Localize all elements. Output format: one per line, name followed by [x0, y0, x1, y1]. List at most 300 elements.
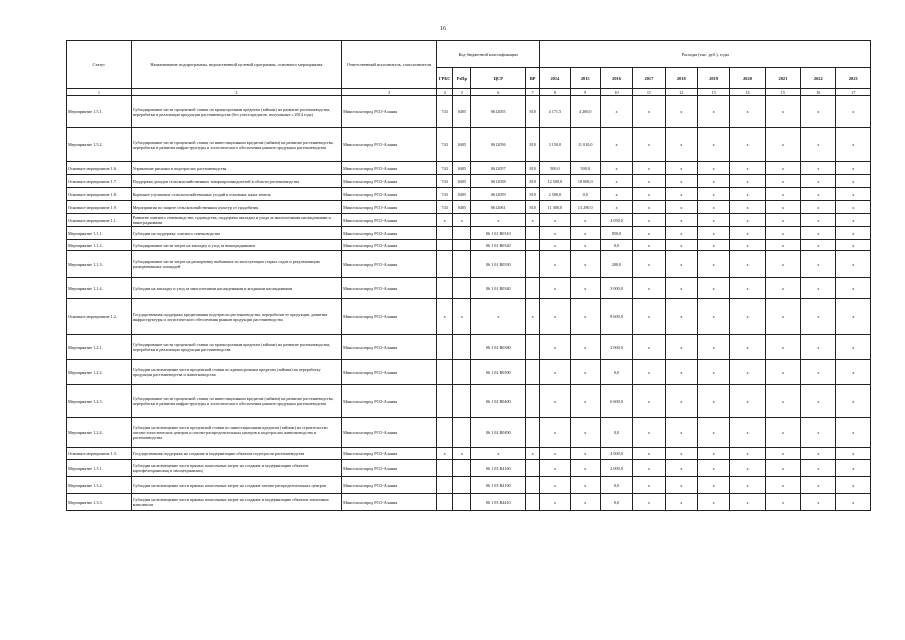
row-expense-cell: х — [697, 335, 729, 360]
row-executor-cell: Минсельхозпрод РСО-Алания — [342, 385, 437, 418]
column-index-cell: 3 — [342, 89, 437, 96]
row-grbs-cell: 743 — [437, 162, 453, 175]
row-vr-cell: 810 — [526, 188, 540, 201]
row-expense-cell: х — [836, 335, 871, 360]
row-vr-cell — [526, 278, 540, 299]
row-grbs-cell — [437, 385, 453, 418]
row-grbs-cell — [437, 418, 453, 448]
row-expense-cell: х — [836, 385, 871, 418]
table-row — [67, 96, 871, 128]
row-expense-cell: х — [600, 201, 632, 214]
row-expense-cell: х — [801, 360, 836, 385]
row-rzpr-cell: х — [453, 299, 471, 335]
row-expense-cell: х — [765, 494, 800, 511]
row-expense-cell: х — [540, 494, 570, 511]
row-expense-cell: х — [665, 335, 697, 360]
column-index-row — [67, 89, 871, 96]
row-executor-cell: Минсельхозпрод РСО-Алания — [342, 201, 437, 214]
row-expense-cell: х — [730, 448, 765, 460]
column-index-cell: 13 — [697, 89, 729, 96]
row-name-cell: Субсидии на возмещение части процентной ставки по краткосрочным кредитам (займам) на переработку продукции растениеводства и животноводства — [131, 360, 341, 385]
row-expense-cell: х — [665, 251, 697, 278]
row-expense-cell: х — [765, 227, 800, 240]
row-expense-cell: 10 000,0 — [570, 175, 600, 188]
row-expense-cell: х — [665, 128, 697, 162]
column-index-cell: 17 — [836, 89, 871, 96]
row-rzpr-cell — [453, 494, 471, 511]
row-expense-cell: х — [665, 240, 697, 251]
row-expense-cell: х — [730, 251, 765, 278]
row-csr-cell: х — [471, 448, 526, 460]
table-row — [67, 162, 871, 175]
row-vr-cell: 810 — [526, 201, 540, 214]
row-expense-cell: х — [570, 335, 600, 360]
column-index-cell: 15 — [765, 89, 800, 96]
row-executor-cell: Минсельхозпрод РСО-Алания — [342, 251, 437, 278]
row-expense-cell: х — [730, 360, 765, 385]
row-expense-cell: 0,0 — [600, 360, 632, 385]
row-expense-cell: х — [801, 162, 836, 175]
row-name-cell: Субсидии на поддержку элитного семеноводства — [131, 227, 341, 240]
row-status-cell: Основное мероприятие 1.1. — [67, 214, 132, 227]
col-year-header: 2016 — [600, 68, 632, 89]
row-expense-cell: х — [633, 240, 665, 251]
row-expense-cell: х — [836, 96, 871, 128]
row-rzpr-cell: 0405 — [453, 188, 471, 201]
row-rzpr-cell: 0405 — [453, 96, 471, 128]
row-executor-cell: Минсельхозпрод РСО-Алания — [342, 162, 437, 175]
row-expense-cell: х — [730, 128, 765, 162]
row-grbs-cell: 743 — [437, 201, 453, 214]
row-csr-cell: 0612059 — [471, 188, 526, 201]
row-status-cell: Мероприятие 1.5.1. — [67, 96, 132, 128]
row-expense-cell: х — [730, 240, 765, 251]
row-expense-cell: х — [633, 175, 665, 188]
row-expense-cell: х — [665, 418, 697, 448]
row-executor-cell: Минсельхозпрод РСО-Алания — [342, 188, 437, 201]
row-expense-cell: х — [801, 477, 836, 494]
table-row — [67, 460, 871, 477]
row-name-cell: Субсидирование части процентной ставки по инвестиционным кредитам (займам) на развитие растениеводства, переработки и развития инфраструктуры и логистического обеспечения рынков продукции растениеводства — [131, 128, 341, 162]
row-expense-cell: х — [697, 278, 729, 299]
row-expense-cell: х — [540, 227, 570, 240]
row-expense-cell: х — [665, 448, 697, 460]
table-row — [67, 385, 871, 418]
column-index-cell: 12 — [665, 89, 697, 96]
row-rzpr-cell — [453, 460, 471, 477]
row-expense-cell: х — [665, 460, 697, 477]
column-index-cell: 14 — [730, 89, 765, 96]
row-expense-cell: х — [697, 188, 729, 201]
column-index-cell: 8 — [540, 89, 570, 96]
row-expense-cell: х — [665, 201, 697, 214]
row-csr-cell: 0612061 — [471, 201, 526, 214]
table-row — [67, 227, 871, 240]
row-expense-cell: х — [730, 460, 765, 477]
row-expense-cell: 0,0 — [600, 240, 632, 251]
row-grbs-cell: х — [437, 299, 453, 335]
row-executor-cell: Минсельхозпрод РСО-Алания — [342, 214, 437, 227]
row-status-cell: Мероприятие 1.2.4. — [67, 418, 132, 448]
row-grbs-cell — [437, 360, 453, 385]
table-row — [67, 299, 871, 335]
col-expenses-header: Расходы (тыс. руб.), годы — [540, 41, 871, 68]
row-expense-cell: х — [570, 477, 600, 494]
row-expense-cell: х — [801, 299, 836, 335]
row-expense-cell: х — [665, 188, 697, 201]
row-expense-cell: х — [570, 227, 600, 240]
row-expense-cell: х — [765, 385, 800, 418]
col-year-header: 2015 — [570, 68, 600, 89]
row-grbs-cell: 743 — [437, 128, 453, 162]
row-executor-cell: Минсельхозпрод РСО-Алания — [342, 175, 437, 188]
row-name-cell: Субсидии на возмещение части прямых понесенных затрат на создание оптово-распределительных центров — [131, 477, 341, 494]
row-expense-cell: х — [836, 175, 871, 188]
row-executor-cell: Минсельхозпрод РСО-Алания — [342, 460, 437, 477]
row-grbs-cell — [437, 240, 453, 251]
column-index-cell: 2 — [131, 89, 341, 96]
row-grbs-cell: 743 — [437, 96, 453, 128]
row-expense-cell: х — [765, 477, 800, 494]
column-index-cell: 5 — [453, 89, 471, 96]
row-grbs-cell: 743 — [437, 175, 453, 188]
row-expense-cell: 200,0 — [600, 251, 632, 278]
row-expense-cell: х — [697, 460, 729, 477]
col-vr-header: ВР — [526, 68, 540, 89]
row-expense-cell: х — [633, 460, 665, 477]
row-grbs-cell — [437, 460, 453, 477]
table-row — [67, 448, 871, 460]
table-row — [67, 128, 871, 162]
row-expense-cell: 2 000,0 — [600, 460, 632, 477]
row-expense-cell: х — [600, 188, 632, 201]
row-grbs-cell — [437, 335, 453, 360]
row-expense-cell: х — [697, 240, 729, 251]
row-expense-cell: х — [633, 418, 665, 448]
col-year-header: 2019 — [697, 68, 729, 89]
row-expense-cell: 4 050,0 — [600, 214, 632, 227]
row-csr-cell: 06 1 03 R4190 — [471, 477, 526, 494]
row-status-cell: Основное мероприятие 1.9. — [67, 201, 132, 214]
row-expense-cell: х — [697, 299, 729, 335]
row-csr-cell: 0612055 — [471, 96, 526, 128]
row-expense-cell: х — [540, 385, 570, 418]
row-csr-cell: 06 1 01 R0330 — [471, 251, 526, 278]
row-expense-cell: х — [697, 227, 729, 240]
row-grbs-cell: 743 — [437, 188, 453, 201]
row-expense-cell: х — [633, 96, 665, 128]
row-expense-cell: х — [540, 335, 570, 360]
row-status-cell: Мероприятие 1.5.2. — [67, 128, 132, 162]
row-expense-cell: х — [765, 162, 800, 175]
row-vr-cell: 810 — [526, 128, 540, 162]
row-expense-cell: х — [730, 175, 765, 188]
row-expense-cell: х — [801, 448, 836, 460]
row-expense-cell: х — [600, 162, 632, 175]
row-expense-cell: х — [765, 188, 800, 201]
row-expense-cell: х — [801, 494, 836, 511]
row-executor-cell: Минсельхозпрод РСО-Алания — [342, 240, 437, 251]
row-expense-cell: х — [540, 460, 570, 477]
row-expense-cell: х — [665, 385, 697, 418]
column-index-cell: 1 — [67, 89, 132, 96]
table-row — [67, 251, 871, 278]
row-csr-cell: 06 1 02 R0400 — [471, 385, 526, 418]
row-expense-cell: х — [570, 418, 600, 448]
column-index-cell: 16 — [801, 89, 836, 96]
row-expense-cell: х — [540, 214, 570, 227]
row-csr-cell: 06 1 01 R0320 — [471, 240, 526, 251]
row-expense-cell: х — [765, 278, 800, 299]
row-expense-cell: х — [633, 494, 665, 511]
row-expense-cell: х — [801, 227, 836, 240]
row-expense-cell: х — [730, 162, 765, 175]
row-expense-cell: х — [633, 214, 665, 227]
row-executor-cell: Минсельхозпрод РСО-Алания — [342, 96, 437, 128]
row-expense-cell: х — [836, 418, 871, 448]
col-grbs-header: ГРБС — [437, 68, 453, 89]
row-expense-cell: х — [633, 477, 665, 494]
row-executor-cell: Минсельхозпрод РСО-Алания — [342, 299, 437, 335]
row-csr-cell: 06 1 02 R0390 — [471, 360, 526, 385]
row-expense-cell: 3 150,0 — [540, 128, 570, 162]
row-expense-cell: х — [570, 299, 600, 335]
row-expense-cell: 6 600,0 — [600, 385, 632, 418]
row-expense-cell: х — [801, 240, 836, 251]
row-expense-cell: х — [801, 188, 836, 201]
row-csr-cell: 06 1 01 R0340 — [471, 278, 526, 299]
row-expense-cell: 4 000,0 — [600, 448, 632, 460]
col-status-header: Статус — [67, 41, 132, 89]
row-csr-cell: 06 1 02 R0380 — [471, 335, 526, 360]
row-status-cell: Мероприятие 1.1.3. — [67, 251, 132, 278]
row-executor-cell: Минсельхозпрод РСО-Алания — [342, 335, 437, 360]
table-row — [67, 477, 871, 494]
row-expense-cell: х — [570, 278, 600, 299]
table-row — [67, 418, 871, 448]
row-expense-cell: х — [836, 460, 871, 477]
row-expense-cell: х — [540, 251, 570, 278]
row-expense-cell: 12 500,0 — [540, 175, 570, 188]
row-expense-cell: х — [765, 335, 800, 360]
row-csr-cell: 0612058 — [471, 175, 526, 188]
row-expense-cell: х — [633, 299, 665, 335]
row-rzpr-cell: х — [453, 448, 471, 460]
row-status-cell: Мероприятие 1.3.3. — [67, 494, 132, 511]
row-status-cell: Мероприятие 1.1.2. — [67, 240, 132, 251]
col-name-header: Наименование подпрограммы, ведомственной целевой программы, основного мероприятия — [131, 41, 341, 89]
row-expense-cell: х — [801, 460, 836, 477]
row-name-cell: Коренное улучшение сельскохозяйственных угодий в основных зонах земель — [131, 188, 341, 201]
row-csr-cell: х — [471, 214, 526, 227]
row-expense-cell: 2 000,0 — [600, 335, 632, 360]
row-expense-cell: х — [730, 201, 765, 214]
row-expense-cell: 11 010,0 — [570, 128, 600, 162]
row-rzpr-cell — [453, 278, 471, 299]
row-vr-cell: х — [526, 214, 540, 227]
row-expense-cell: х — [765, 251, 800, 278]
row-expense-cell: х — [600, 128, 632, 162]
row-expense-cell: х — [633, 385, 665, 418]
row-expense-cell: х — [665, 494, 697, 511]
row-expense-cell: 3 000,0 — [600, 278, 632, 299]
row-vr-cell: 810 — [526, 175, 540, 188]
row-expense-cell: х — [765, 175, 800, 188]
row-expense-cell: х — [570, 360, 600, 385]
row-vr-cell — [526, 494, 540, 511]
row-executor-cell: Минсельхозпрод РСО-Алания — [342, 128, 437, 162]
row-expense-cell: х — [665, 299, 697, 335]
row-grbs-cell — [437, 494, 453, 511]
row-expense-cell: х — [570, 385, 600, 418]
col-budget-code-header: Код бюджетной классификации — [437, 41, 540, 68]
row-expense-cell: х — [836, 188, 871, 201]
row-csr-cell: 06 1 01 R0310 — [471, 227, 526, 240]
page-number: 16 — [440, 26, 446, 32]
col-year-header: 2022 — [801, 68, 836, 89]
table-row — [67, 240, 871, 251]
row-executor-cell: Минсельхозпрод РСО-Алания — [342, 418, 437, 448]
row-expense-cell: 500,0 — [570, 162, 600, 175]
row-expense-cell: х — [540, 477, 570, 494]
row-expense-cell: х — [836, 477, 871, 494]
row-expense-cell: х — [633, 278, 665, 299]
row-expense-cell: х — [540, 448, 570, 460]
row-csr-cell: 06 1 02 R0490 — [471, 418, 526, 448]
row-expense-cell: х — [730, 227, 765, 240]
row-csr-cell: 0612057 — [471, 162, 526, 175]
row-status-cell: Основное мероприятие 1.6. — [67, 162, 132, 175]
row-expense-cell: х — [801, 251, 836, 278]
row-expense-cell: х — [697, 175, 729, 188]
column-index-cell: 4 — [437, 89, 453, 96]
row-expense-cell: х — [697, 201, 729, 214]
row-vr-cell: х — [526, 299, 540, 335]
row-expense-cell: х — [633, 335, 665, 360]
row-executor-cell: Минсельхозпрод РСО-Алания — [342, 360, 437, 385]
row-expense-cell: х — [697, 477, 729, 494]
row-expense-cell: х — [801, 385, 836, 418]
row-expense-cell: х — [765, 128, 800, 162]
row-name-cell: Субсидии на закладку и уход за многолетними насаждениями и ягодными насаждениями — [131, 278, 341, 299]
row-status-cell: Мероприятие 1.2.1. — [67, 335, 132, 360]
row-executor-cell: Минсельхозпрод РСО-Алания — [342, 494, 437, 511]
row-name-cell: Развитие элитного семеноводства, садоводства, поддержка закладки и ухода за многолетними насаждениями и виноградниками — [131, 214, 341, 227]
row-grbs-cell — [437, 227, 453, 240]
row-csr-cell: 06 1 03 R4410 — [471, 494, 526, 511]
table-row — [67, 214, 871, 227]
table-row — [67, 278, 871, 299]
col-year-header: 2020 — [730, 68, 765, 89]
row-vr-cell — [526, 227, 540, 240]
col-csr-header: ЦСР — [471, 68, 526, 89]
row-expense-cell: х — [765, 299, 800, 335]
row-expense-cell: х — [600, 175, 632, 188]
row-expense-cell: х — [570, 214, 600, 227]
col-year-header: 2017 — [633, 68, 665, 89]
table-body — [67, 96, 871, 511]
col-year-header: 2021 — [765, 68, 800, 89]
row-expense-cell: х — [836, 494, 871, 511]
row-grbs-cell — [437, 251, 453, 278]
row-vr-cell: 810 — [526, 96, 540, 128]
row-status-cell: Мероприятие 1.1.4. — [67, 278, 132, 299]
row-rzpr-cell — [453, 418, 471, 448]
row-expense-cell: х — [730, 335, 765, 360]
table-row — [67, 188, 871, 201]
row-expense-cell: х — [540, 278, 570, 299]
row-expense-cell: х — [697, 251, 729, 278]
expenses-table — [66, 40, 871, 511]
row-name-cell: Государственная поддержка кредитования подотрасли растениеводства, переработки ее продукции, развития инфраструктуры и логистического обеспечения рынков продукции растениеводства — [131, 299, 341, 335]
row-expense-cell: х — [730, 96, 765, 128]
row-expense-cell: х — [665, 278, 697, 299]
row-expense-cell: х — [765, 201, 800, 214]
row-expense-cell: х — [570, 251, 600, 278]
column-index-cell: 6 — [471, 89, 526, 96]
row-expense-cell: х — [633, 360, 665, 385]
row-name-cell: Управление рисками в подотраслях растениеводства — [131, 162, 341, 175]
table-row — [67, 335, 871, 360]
row-expense-cell: 0,0 — [600, 494, 632, 511]
row-expense-cell: 0,0 — [600, 477, 632, 494]
row-expense-cell: х — [600, 96, 632, 128]
col-executor-header: Ответственный исполнитель, соисполнители — [342, 41, 437, 89]
row-vr-cell: х — [526, 448, 540, 460]
row-expense-cell: х — [801, 128, 836, 162]
row-expense-cell: х — [801, 96, 836, 128]
row-expense-cell: х — [836, 360, 871, 385]
row-expense-cell: х — [570, 494, 600, 511]
row-rzpr-cell: 0405 — [453, 201, 471, 214]
row-vr-cell — [526, 240, 540, 251]
row-status-cell: Основное мероприятие 1.2. — [67, 299, 132, 335]
row-expense-cell: х — [730, 278, 765, 299]
row-grbs-cell — [437, 477, 453, 494]
row-grbs-cell: х — [437, 448, 453, 460]
table-row — [67, 175, 871, 188]
row-status-cell: Основное мероприятие 1.8. — [67, 188, 132, 201]
row-expense-cell: х — [730, 188, 765, 201]
row-rzpr-cell — [453, 240, 471, 251]
row-csr-cell: х — [471, 299, 526, 335]
row-expense-cell: х — [633, 188, 665, 201]
row-vr-cell — [526, 335, 540, 360]
row-expense-cell: х — [633, 448, 665, 460]
row-expense-cell: х — [665, 214, 697, 227]
row-expense-cell: х — [836, 162, 871, 175]
row-status-cell: Мероприятие 1.3.2. — [67, 477, 132, 494]
row-expense-cell: х — [665, 477, 697, 494]
row-expense-cell: х — [801, 175, 836, 188]
row-expense-cell: х — [665, 162, 697, 175]
row-expense-cell: х — [540, 240, 570, 251]
row-expense-cell: х — [801, 201, 836, 214]
row-expense-cell: х — [570, 448, 600, 460]
row-status-cell: Основное мероприятие 1.7. — [67, 175, 132, 188]
row-rzpr-cell: 0405 — [453, 128, 471, 162]
row-expense-cell: 500,0 — [540, 162, 570, 175]
row-expense-cell: х — [836, 214, 871, 227]
row-vr-cell: 810 — [526, 162, 540, 175]
row-rzpr-cell: 0405 — [453, 175, 471, 188]
row-expense-cell: х — [765, 240, 800, 251]
row-expense-cell: х — [730, 299, 765, 335]
row-csr-cell: 0612056 — [471, 128, 526, 162]
row-expense-cell: х — [665, 175, 697, 188]
row-expense-cell: 0,0 — [570, 188, 600, 201]
col-year-header: 2023 — [836, 68, 871, 89]
